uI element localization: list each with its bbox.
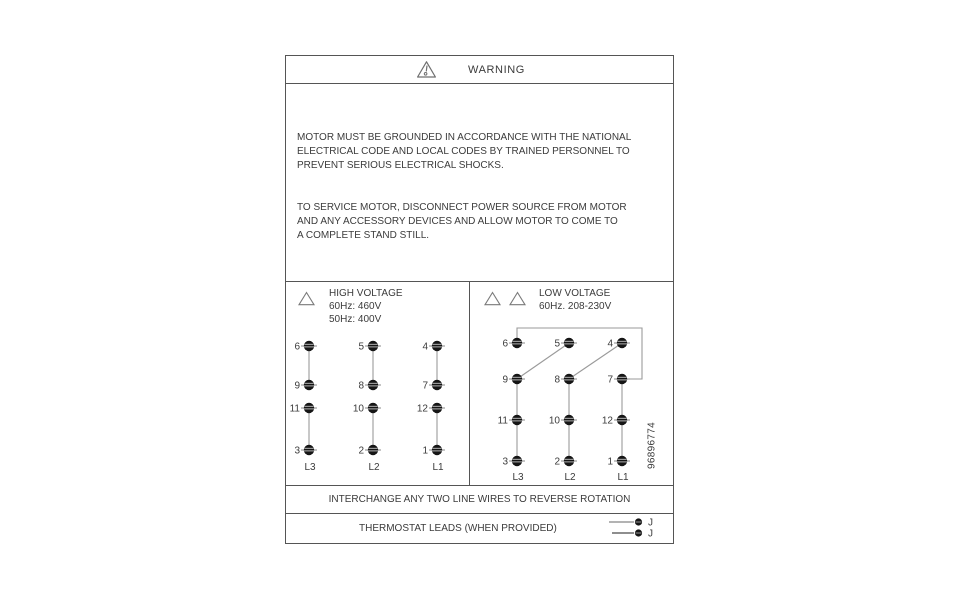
thermostat-text: THERMOSTAT LEADS (WHEN PROVIDED)	[359, 523, 557, 534]
terminal-number: 4	[607, 338, 613, 350]
terminal-number: 11	[497, 415, 508, 427]
terminal-screw-icon	[365, 341, 381, 351]
lead-label-2: J	[648, 528, 653, 540]
line-label: L1	[432, 462, 444, 473]
terminal-number: 10	[548, 415, 560, 427]
high-voltage-panel	[286, 282, 470, 485]
thermostat-note	[286, 514, 673, 543]
connection-wire	[517, 343, 569, 379]
terminal-screw-icon	[365, 380, 381, 390]
terminal-number: 8	[554, 374, 560, 386]
low-voltage-freq-60: 60Hz. 208-230V	[539, 301, 612, 312]
terminal-screw-icon	[365, 445, 381, 455]
terminal-screw-icon	[429, 445, 445, 455]
service-notice	[297, 201, 627, 243]
terminal-number: 1	[607, 456, 613, 468]
terminal-number: 7	[422, 380, 428, 392]
terminal-number: 2	[358, 445, 364, 457]
terminal-screw-icon	[614, 415, 630, 425]
terminal-screw-icon	[429, 341, 445, 351]
low-voltage-panel	[471, 282, 673, 485]
low-voltage-wiring-diagram	[471, 282, 673, 485]
terminal-number: 11	[289, 403, 300, 415]
interchange-text: INTERCHANGE ANY TWO LINE WIRES TO REVERSE ROTATION	[328, 494, 631, 505]
terminal-screw-icon	[301, 445, 317, 455]
terminal-screw-icon	[509, 456, 525, 466]
lead-label-1: J	[648, 517, 653, 529]
line-label: L2	[564, 472, 576, 483]
interchange-note	[286, 486, 673, 514]
warning-title: WARNING	[468, 64, 525, 76]
terminal-screw-icon	[301, 403, 317, 413]
terminal-number: 9	[294, 380, 300, 392]
terminal-number: 6	[502, 338, 508, 350]
terminal-screw-icon	[429, 380, 445, 390]
terminal-number: 1	[422, 445, 428, 457]
terminal-screw-icon	[509, 338, 525, 348]
part-number: 96896774	[646, 422, 658, 469]
notice-line: PREVENT SERIOUS ELECTRICAL SHOCKS.	[297, 160, 504, 171]
high-voltage-freq-50: 50Hz: 400V	[329, 314, 382, 325]
terminal-number: 4	[422, 341, 428, 353]
notice-line: ELECTRICAL CODE AND LOCAL CODES BY TRAINED PERSONNEL TO	[297, 146, 630, 157]
line-label: L1	[617, 472, 629, 483]
terminal-screw-icon	[614, 374, 630, 384]
terminal-screw-icon	[301, 380, 317, 390]
terminal-screw-icon	[561, 415, 577, 425]
terminal-screw-icon	[301, 341, 317, 351]
terminal-number: 6	[294, 341, 300, 353]
safety-notice	[286, 84, 673, 281]
motor-warning-label	[285, 55, 674, 544]
terminal-screw-icon	[509, 415, 525, 425]
terminal-number: 3	[294, 445, 300, 457]
warning-header	[286, 56, 673, 84]
warning-triangle-icon	[416, 60, 437, 79]
high-voltage-wiring-diagram	[286, 282, 470, 485]
terminal-number: 12	[416, 403, 428, 415]
notice-line: TO SERVICE MOTOR, DISCONNECT POWER SOURCE FROM MOTOR	[297, 202, 627, 213]
notice-line: AND ANY ACCESSORY DEVICES AND ALLOW MOTOR TO COME TO	[297, 216, 618, 227]
line-label: L2	[368, 462, 380, 473]
terminal-screw-icon	[614, 456, 630, 466]
high-voltage-freq-60: 60Hz: 460V	[329, 301, 382, 312]
terminal-number: 2	[554, 456, 560, 468]
line-label: L3	[512, 472, 524, 483]
terminal-screw-icon	[365, 403, 381, 413]
terminal-number: 10	[352, 403, 364, 415]
connection-wire	[569, 343, 622, 379]
terminal-number: 3	[502, 456, 508, 468]
line-label: L3	[304, 462, 316, 473]
terminal-number: 7	[607, 374, 613, 386]
terminal-screw-icon	[429, 403, 445, 413]
terminal-number: 8	[358, 380, 364, 392]
high-voltage-title: HIGH VOLTAGE	[329, 288, 403, 299]
low-voltage-title: LOW VOLTAGE	[539, 288, 611, 299]
terminal-number: 5	[358, 341, 364, 353]
terminal-number: 5	[554, 338, 560, 350]
notice-line: A COMPLETE STAND STILL.	[297, 230, 430, 241]
thermostat-leads	[609, 514, 671, 543]
notice-line: MOTOR MUST BE GROUNDED IN ACCORDANCE WITH THE NATIONAL	[297, 132, 632, 143]
wiring-diagrams-section	[286, 281, 673, 486]
terminal-number: 12	[601, 415, 613, 427]
grounding-notice	[297, 131, 631, 173]
terminal-screw-icon	[561, 456, 577, 466]
terminal-number: 9	[502, 374, 508, 386]
